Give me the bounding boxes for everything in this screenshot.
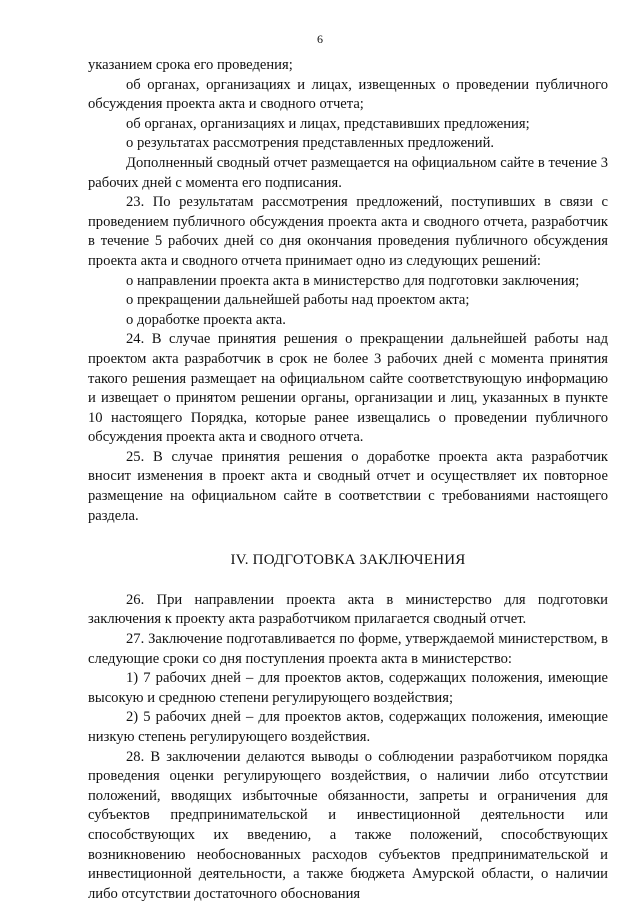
paragraphs-after-heading <box>88 591 608 905</box>
paragraph: об органах, организациях и лицах, извещенных о проведении публичного обсуждения проекта акта и сводного отчета; <box>88 76 608 113</box>
section-heading: IV. ПОДГОТОВКА ЗАКЛЮЧЕНИЯ <box>230 552 466 569</box>
paragraph: 24. В случае принятия решения о прекращении дальнейшей работы над проектом акта разработчик в срок не более 3 рабочих дней с момента принятия такого решения размещает на официальном сайте соответствующую информацию и извещает о принятом решении органы, организации и лиц, указанных в пункте 10 настоящего Порядка, которые ранее извещались о проведении публичного обсуждения проекта акта и сводного отчета. <box>88 331 608 446</box>
document-body <box>88 56 608 904</box>
paragraph: 2) 5 рабочих дней – для проектов актов, содержащих положения, имеющие низкую степень регулирующего воздействия. <box>88 709 608 745</box>
page-number: 6 <box>317 32 323 46</box>
paragraph: 26. При направлении проекта акта в министерство для подготовки заключения к проекту акта разработчиком прилагается сводный отчет. <box>88 591 608 628</box>
paragraph: об органах, организациях и лицах, представивших предложения; <box>126 115 530 132</box>
paragraphs-before-heading <box>88 56 608 526</box>
paragraph: 25. В случае принятия решения о доработке проекта акта разработчик вносит изменения в проект акта и сводный отчет и осуществляет их повторное размещение на официальном сайте в соответствии с требованиями настоящего раздела. <box>88 448 608 524</box>
paragraph: указанием срока его проведения; <box>88 57 293 73</box>
paragraph: 23. По результатам рассмотрения предложений, поступивших в связи с проведением публичного обсуждения проекта акта и сводного отчета, разработчик в течение 5 рабочих дней со дня окончания проведения публичного обсуждения проекта акта и сводного отчета принимает одно из следующих решений: <box>88 194 608 269</box>
paragraph: о прекращении дальнейшей работы над проектом акта; <box>126 292 470 309</box>
paragraph: о направлении проекта акта в министерство для подготовки заключения; <box>126 272 580 289</box>
paragraph: 28. В заключении делаются выводы о соблюдении разработчиком порядка проведения оценки регулирующего воздействия, о наличии либо отсутствии положений, вводящих избыточные обязанности, запреты и ограничения для субъектов предпринимательской и инвестиционной деятельности или способствующих их введению, а также положений, способствующих возникновению необоснованных расходов субъектов предпринимательской и инвестиционной деятельности, а также бюджета Амурской области, о наличии либо отсутствии достаточного обоснования <box>88 748 608 902</box>
paragraph: 1) 7 рабочих дней – для проектов актов, содержащих положения, имеющие высокую и среднюю степени регулирующего воздействия; <box>88 670 608 706</box>
paragraph: о доработке проекта акта. <box>126 311 286 328</box>
paragraph: Дополненный сводный отчет размещается на официальном сайте в течение 3 рабочих дней с момента его подписания. <box>88 154 608 191</box>
paragraph: 27. Заключение подготавливается по форме, утверждаемой министерством, в следующие сроки со дня поступления проекта акта в министерство: <box>88 631 608 667</box>
paragraph: о результатах рассмотрения представленных предложений. <box>126 135 495 152</box>
